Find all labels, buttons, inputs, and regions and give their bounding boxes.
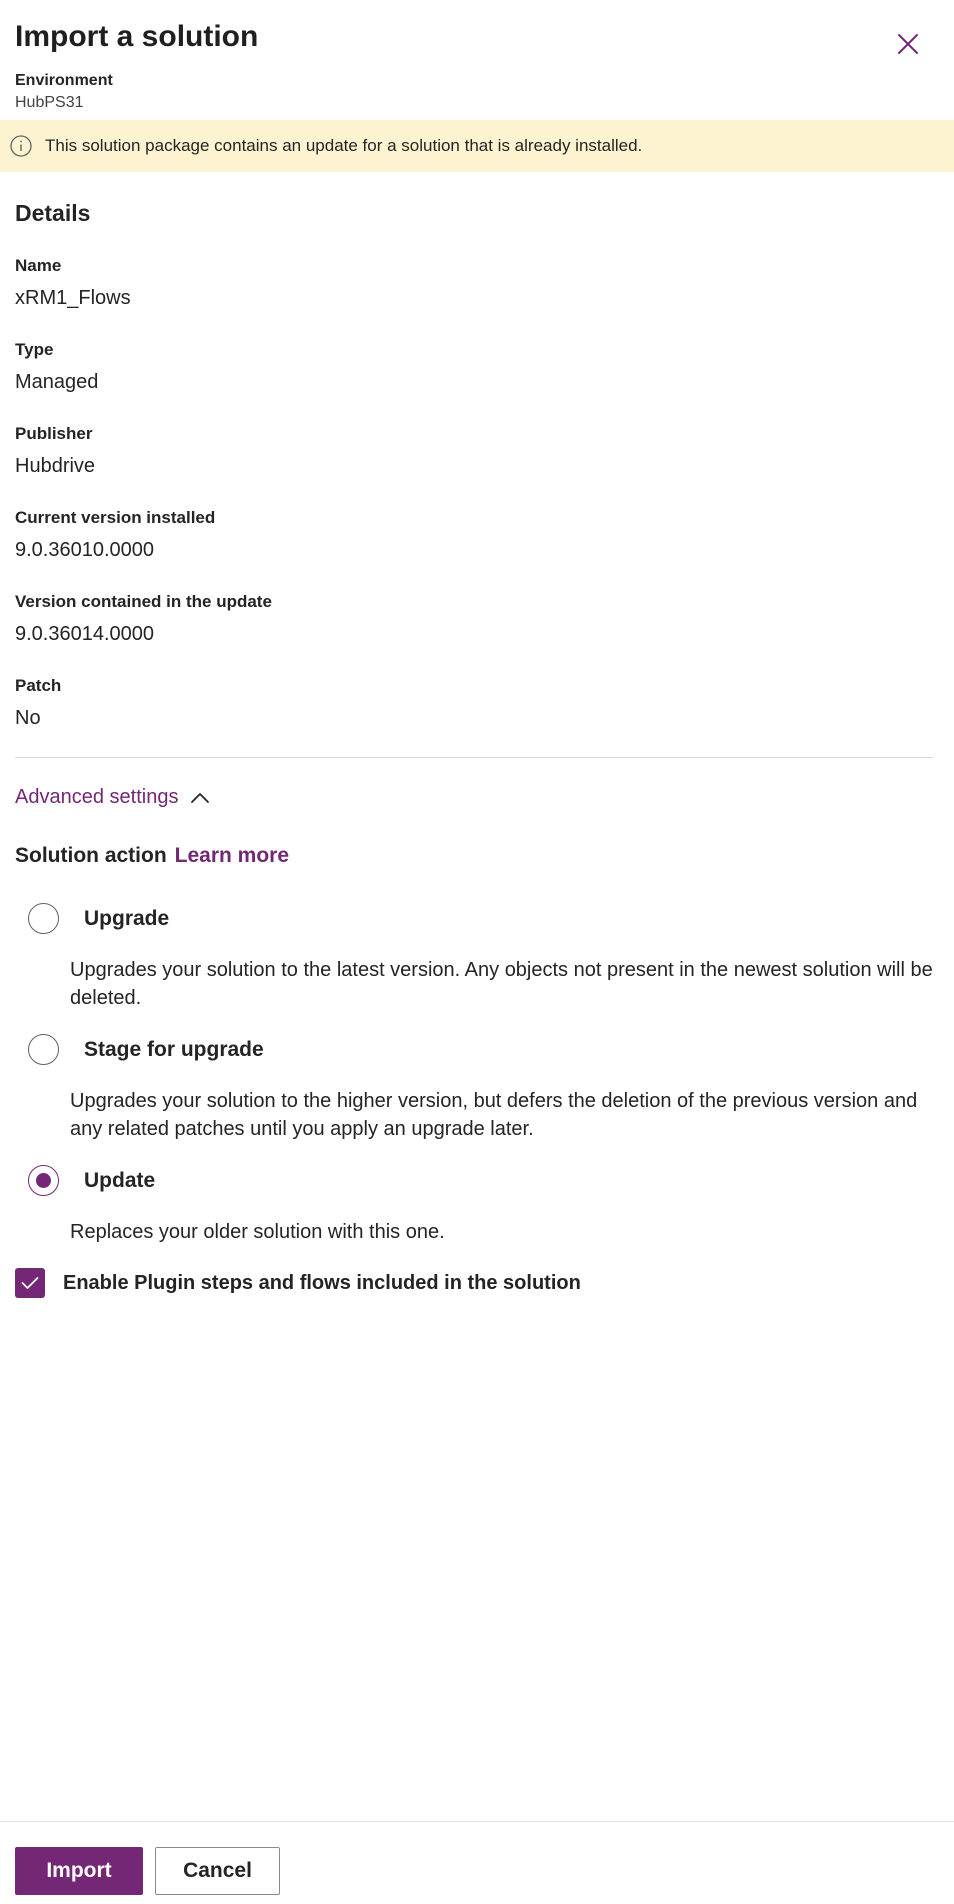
info-icon (9, 134, 33, 158)
type-label: Type (15, 340, 54, 359)
cancel-button[interactable]: Cancel (155, 1847, 280, 1895)
details-heading: Details (15, 200, 91, 226)
update-description: Replaces your older solution with this one. (70, 1221, 445, 1243)
checkmark-icon (21, 1276, 39, 1290)
name-label: Name (15, 256, 62, 275)
type-value: Managed (15, 371, 99, 393)
footer-divider (0, 1821, 954, 1822)
upgrade-option[interactable] (28, 903, 169, 934)
stage-for-upgrade-radio[interactable] (28, 1034, 59, 1065)
environment-label: Environment (15, 72, 113, 89)
enable-plugins-option[interactable] (15, 1268, 581, 1298)
current-version-label: Current version installed (15, 508, 216, 527)
update-radio[interactable] (28, 1165, 59, 1196)
update-version-value: 9.0.36014.0000 (15, 623, 155, 645)
import-button[interactable]: Import (15, 1847, 143, 1895)
patch-value: No (15, 707, 41, 729)
close-button[interactable] (892, 28, 924, 60)
update-version-label: Version contained in the update (15, 592, 272, 611)
enable-plugins-checkbox[interactable] (15, 1268, 45, 1298)
stage-for-upgrade-label: Stage for upgrade (84, 1037, 264, 1061)
solution-action-label: Solution action (15, 844, 167, 867)
upgrade-description: Upgrades your solution to the latest version. Any objects not present in the newest solution will be deleted. (70, 959, 933, 1009)
info-banner (0, 120, 954, 172)
solution-action-row (15, 844, 289, 868)
current-version-value: 9.0.36010.0000 (15, 539, 155, 561)
close-icon (897, 33, 919, 55)
update-option[interactable] (28, 1165, 155, 1196)
dialog-title: Import a solution (15, 20, 259, 53)
divider (15, 757, 933, 758)
advanced-settings-toggle[interactable] (15, 786, 210, 809)
upgrade-label: Upgrade (84, 906, 170, 930)
enable-plugins-label: Enable Plugin steps and flows included in the solution (63, 1271, 581, 1294)
environment-value: HubPS31 (15, 94, 84, 111)
chevron-up-icon (190, 791, 210, 805)
publisher-label: Publisher (15, 424, 93, 443)
advanced-settings-label: Advanced settings (15, 786, 179, 808)
publisher-value: Hubdrive (15, 455, 96, 477)
learn-more-link[interactable]: Learn more (174, 844, 290, 867)
name-value: xRM1_Flows (15, 287, 131, 309)
upgrade-radio[interactable] (28, 903, 59, 934)
radio-selected-dot (36, 1173, 51, 1188)
stage-for-upgrade-description: Upgrades your solution to the higher version, but defers the deletion of the previous version and any related patches until you apply an upgrade later. (70, 1090, 918, 1140)
update-label: Update (84, 1168, 156, 1192)
banner-message: This solution package contains an update for a solution that is already installed. (45, 136, 643, 155)
patch-label: Patch (15, 676, 62, 695)
stage-for-upgrade-option[interactable] (28, 1034, 264, 1065)
